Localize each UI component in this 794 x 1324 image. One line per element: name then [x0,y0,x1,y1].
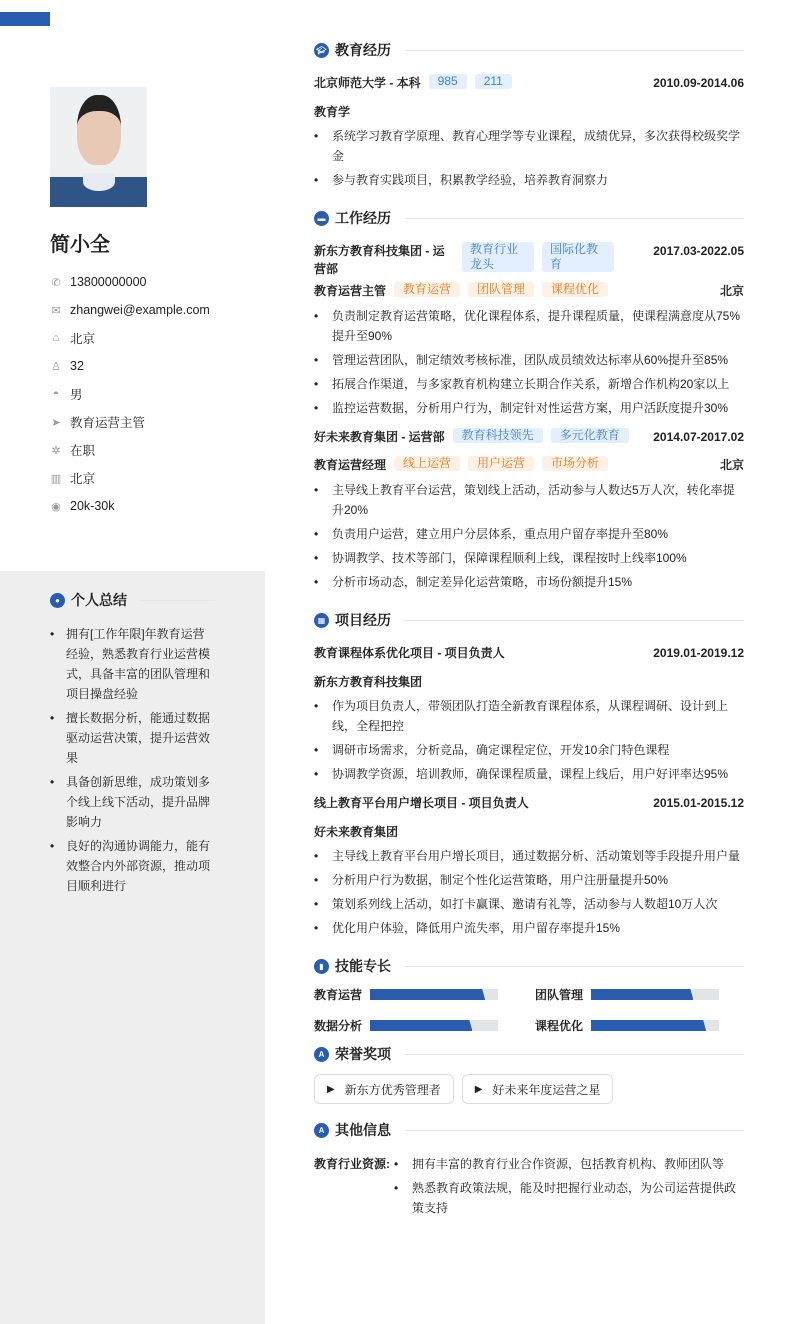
info-row [50,464,210,492]
tag: 线上运营 [394,456,460,471]
section-title: 技能专长 [335,958,391,974]
play-icon: ▶ [327,1083,335,1095]
project-name: 教育课程体系优化项目 - 项目负责人 [314,646,505,660]
phone-icon: ✆ [51,276,61,289]
award-chip [462,1074,614,1104]
work-section [314,208,744,592]
date: 2010.09-2014.06 [653,76,744,90]
date: 2019.01-2019.12 [653,646,744,660]
award-icon: A [314,1047,329,1062]
skill-bar [370,1020,498,1031]
job-entry [314,238,744,418]
awards-section [314,1044,744,1104]
company-name: 好未来教育集团 - 运营部 [314,430,445,444]
candidate-name: 简小全 [50,234,110,256]
section-title: 个人总结 [71,592,127,608]
info-icon: A [314,1123,329,1138]
position-icon: ➤ [51,416,61,429]
project-header [314,640,744,668]
tag: 教育行业龙头 [462,242,534,272]
graduation-cap-icon: 🎓︎ [314,43,329,58]
info-value: 男 [70,388,83,402]
grid-icon: ▦ [314,613,329,628]
sidebar [0,0,265,1324]
award-name: 好未来年度运营之星 [492,1082,601,1097]
skill-bar-fill [591,989,693,1000]
bullet-list [314,306,744,418]
skill-bar-fill [370,1020,472,1031]
tag: 多元化教育 [551,428,629,443]
major: 教育学 [314,105,351,119]
info-row [50,324,210,352]
info-row [50,408,210,436]
contact-info [50,268,210,520]
award-chip [314,1074,454,1104]
project-entry [314,640,744,784]
skill-bar [591,1020,719,1031]
list-item: • 良好的沟通协调能力，能有效整合内外部资源，推动项目顺利进行 [50,836,215,896]
building-icon: ▥ [50,472,62,485]
date: 2017.03-2022.05 [653,244,744,258]
list-item: • 策划系列线上活动，如打卡赢课、邀请有礼等，活动参与人数超10万人次 [314,894,744,914]
info-value: 北京 [70,472,96,486]
list-item: • 分析市场动态，制定差异化运营策略，市场份额提升15% [314,572,744,592]
company-group [314,428,629,446]
bar-chart-icon: ▮ [314,959,329,974]
skill-item [314,1017,535,1034]
briefcase-icon: ▬ [314,211,329,226]
award-name: 新东方优秀管理者 [344,1082,441,1097]
city: 北京 [719,458,744,472]
list-item: • 作为项目负责人，带领团队打造全新教育课程体系，从课程调研、设计到上线，全程把控 [314,696,744,736]
section-title: 其他信息 [335,1122,391,1138]
list-item: • 熟悉教育政策法规，能及时把握行业动态，为公司运营提供政策支持 [394,1178,744,1218]
list-item: • 拓展合作渠道，与多家教育机构建立长期合作关系，新增合作机构20家以上 [314,374,744,394]
job-header [314,424,744,452]
list-item: • 调研市场需求，分析竞品，确定课程定位，开发10余门特色课程 [314,740,744,760]
info-value: 教育运营主管 [70,416,146,430]
list-item: • 协调教学、技术等部门，保障课程顺利上线，课程按时上线率100% [314,548,744,568]
skill-bar [370,989,498,1000]
skill-bar-fill [591,1020,706,1031]
info-value: 在职 [70,444,96,458]
list-item: • 负责用户运营，建立用户分层体系，重点用户留存率提升至80% [314,524,744,544]
role-group [314,456,608,474]
tag: 课程优化 [542,282,608,297]
list-item: • 负责制定教育运营策略，优化课程体系，提升课程质量，使课程满意度从75%提升至90% [314,306,744,346]
section-title: 教育经历 [335,42,391,58]
other-section [314,1120,744,1222]
role-group [314,282,608,300]
list-item: • 擅长数据分析，能通过数据驱动运营决策，提升运营效果 [50,708,215,768]
list-item: • 拥有丰富的教育行业合作资源，包括教育机构、教师团队等 [394,1154,744,1174]
list-item: • 具备创新思维，成功策划多个线上线下活动，提升品牌影响力 [50,772,215,832]
info-row [50,380,210,408]
project-name: 线上教育平台用户增长项目 - 项目负责人 [314,796,529,810]
tag: 用户运营 [468,456,534,471]
list-item: • 拥有[工作年限]年教育运营经验，熟悉教育行业运营模式，具备丰富的团队管理和项目操盘经验 [50,624,215,704]
list-item: • 分析用户行为数据，制定个性化运营策略，用户注册量提升50% [314,870,744,890]
skill-name: 数据分析 [314,1019,363,1033]
tag: 国际化教育 [542,242,614,272]
info-row [50,436,210,464]
organization: 新东方教育科技集团 [314,675,423,689]
main-content [314,40,744,1240]
company-group [314,242,614,278]
info-row [50,296,210,324]
city: 北京 [719,284,744,298]
home-icon: ⌂ [52,332,60,344]
personal-summary [50,590,215,900]
tag: 985 [429,74,467,89]
project-entry [314,790,744,938]
skill-bar-fill [370,989,485,1000]
tag: 市场分析 [542,456,608,471]
role-header [314,278,744,306]
info-value: zhangwei@example.com [70,303,210,317]
list-item: • 参与教育实践项目，积累教学经验，培养教育洞察力 [314,170,744,190]
role-header [314,452,744,480]
list-item: • 管理运营团队，制定绩效考核标准，团队成员绩效达标率从60%提升至85% [314,350,744,370]
date: 2014.07-2017.02 [653,430,744,444]
job-header [314,238,744,278]
mail-icon: ✉ [51,304,61,317]
info-value: 北京 [70,332,96,346]
section-title: 项目经历 [335,612,391,628]
school-name: 北京师范大学 - 本科 [314,76,421,90]
role: 教育运营主管 [314,284,387,298]
list-item: • 优化用户体验，降低用户流失率，用户留存率提升15% [314,918,744,938]
organization: 好未来教育集团 [314,825,399,839]
date: 2015.01-2015.12 [653,796,744,810]
play-icon: ▶ [474,1083,483,1095]
skill-item [314,986,535,1003]
info-value: 32 [70,359,84,373]
bullet-list [314,846,744,938]
tag: 团队管理 [468,282,534,297]
status-icon: ✲ [51,444,61,457]
education-section [314,40,744,190]
skill-item [535,986,744,1003]
tag: 211 [475,74,512,89]
info-value: 20k-30k [70,499,115,513]
project-section [314,610,744,938]
list-item: • 系统学习教育学原理、教育心理学等专业课程，成绩优异，多次获得校级奖学金 [314,126,744,166]
list-item: • 监控运营数据，分析用户行为，制定针对性运营方案，用户活跃度提升30% [314,398,744,418]
bullet-list [314,696,744,784]
list-item: • 协调教学资源，培训教师，确保课程质量，课程上线后，用户好评率达95% [314,764,744,784]
role: 教育运营经理 [314,458,387,472]
info-value: 13800000000 [70,275,147,289]
user-icon: ● [50,593,65,608]
avatar [50,87,147,207]
gender-icon: ◓ [52,388,60,400]
tag: 教育科技领先 [453,428,543,443]
skill-bar [591,989,719,1000]
skills-section [314,956,744,1034]
age-icon: ♙ [51,360,61,373]
section-title: 荣誉奖项 [335,1046,391,1062]
company-name: 新东方教育科技集团 - 运营部 [314,244,445,276]
info-row [50,492,210,520]
project-header [314,790,744,818]
skill-item [535,1017,744,1034]
list-item: • 主导线上教育平台运营，策划线上活动，活动参与人数达5万人次，转化率提升20% [314,480,744,520]
list-item: • 主导线上教育平台用户增长项目，通过数据分析、活动策划等手段提升用户量 [314,846,744,866]
bullet-list [314,480,744,592]
skill-name: 教育运营 [314,988,363,1002]
skill-name: 课程优化 [535,1019,584,1033]
info-row [50,352,210,380]
section-title: 工作经历 [335,210,391,226]
info-row [50,268,210,296]
other-label: 教育行业资源: [314,1157,390,1171]
salary-icon: ◉ [51,500,61,513]
job-entry [314,424,744,592]
tag: 教育运营 [394,282,460,297]
skill-name: 团队管理 [535,988,584,1002]
